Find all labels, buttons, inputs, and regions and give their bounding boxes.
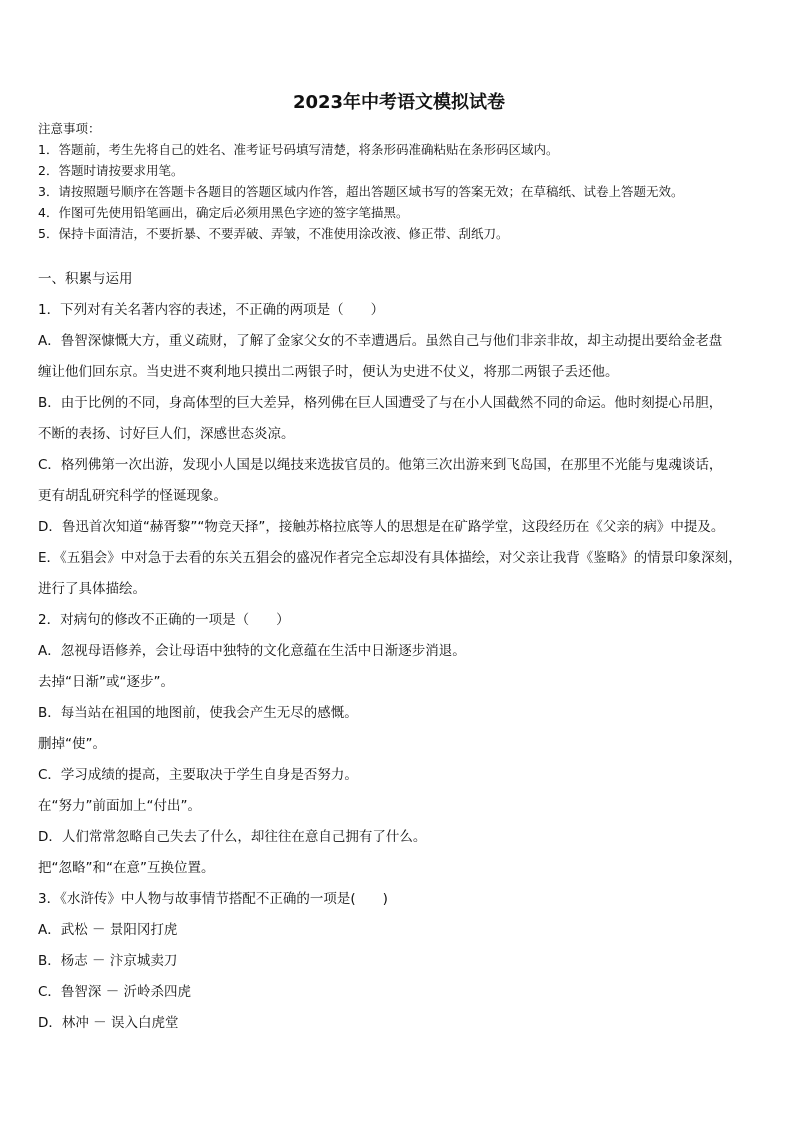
question-1-option-b-cont: 不断的表扬、讨好巨人们，深感世态炎凉。 (38, 426, 295, 442)
notice-item: 3．请按照题号顺序在答题卡各题目的答题区域内作答，超出答题区域书写的答案无效；在草稿纸、试卷上答题无效。 (38, 184, 684, 199)
question-2-stem: 2．对病句的修改不正确的一项是（ ） (38, 612, 290, 628)
notice-heading: 注意事项： (38, 121, 101, 136)
question-1-option-d: D．鲁迅首次知道“赫胥黎”“物竞天择”，接触苏格拉底等人的思想是在矿路学堂，这段经历在《父亲的病》中提及。 (38, 519, 725, 535)
question-3-stem: 3．《水浒传》中人物与故事情节搭配不正确的一项是( ) (38, 891, 388, 907)
question-2-option-b: B．每当站在祖国的地图前，使我会产生无尽的感慨。 (38, 705, 358, 721)
question-2-option-c-fix: 在“努力”前面加上“付出”。 (38, 798, 201, 814)
question-3-option-d: D．林冲 － 误入白虎堂 (38, 1015, 179, 1031)
question-1-option-b: B．由于比例的不同，身高体型的巨大差异，格列佛在巨人国遭受了与在小人国截然不同的命运。他时刻提心吊胆， (38, 395, 723, 411)
notice-item: 2．答题时请按要求用笔。 (38, 163, 184, 178)
question-1-option-c: C．格列佛第一次出游，发现小人国是以绳技来选拔官员的。他第三次出游来到飞岛国，在那里不光能与鬼魂谈话， (38, 457, 723, 473)
question-1-option-a: A．鲁智深慷慨大方，重义疏财，了解了金家父女的不幸遭遇后。虽然自己与他们非亲非故，却主动提出要给金老盘 (38, 333, 723, 349)
notice-item: 1．答题前，考生先将自己的姓名、准考证号码填写清楚，将条形码准确粘贴在条形码区域内。 (38, 142, 559, 157)
question-3-option-b: B．杨志 － 汴京城卖刀 (38, 953, 178, 969)
section-1 (38, 264, 760, 1039)
notice-block (38, 118, 760, 244)
question-2-option-d-fix: 把“忽略”和“在意”互换位置。 (38, 860, 215, 876)
question-3-option-c: C．鲁智深 － 沂岭杀四虎 (38, 984, 192, 1000)
question-2-option-a-fix: 去掉“日渐”或“逐步”。 (38, 674, 174, 690)
notice-item: 5．保持卡面清洁，不要折暴、不要弄破、弄皱，不准使用涂改液、修正带、刮纸刀。 (38, 226, 509, 241)
question-2-option-d: D．人们常常忽略自己失去了什么，却往往在意自己拥有了什么。 (38, 829, 427, 845)
section-heading: 一、积累与运用 (38, 271, 133, 287)
question-1-option-a-cont: 缠让他们回东京。当史进不爽利地只摸出二两银子时，便认为史进不仗义，将那二两银子丢还他。 (38, 364, 619, 380)
question-2-option-b-fix: 删掉“使”。 (38, 736, 106, 752)
page-title: 2023年中考语文模拟试卷 (292, 92, 506, 113)
notice-item: 4．作图可先使用铅笔画出，确定后必须用黑色字迹的签字笔描黑。 (38, 205, 409, 220)
question-1-option-c-cont: 更有胡乱研究科学的怪诞现象。 (38, 488, 227, 504)
question-3-option-a: A．武松 － 景阳冈打虎 (38, 922, 178, 938)
question-2-option-c: C．学习成绩的提高，主要取决于学生自身是否努力。 (38, 767, 358, 783)
question-1-stem: 1．下列对有关名著内容的表述，不正确的两项是（ ） (38, 302, 385, 318)
question-2-option-a: A．忽视母语修养，会让母语中独特的文化意蕴在生活中日渐逐步消退。 (38, 643, 466, 659)
question-1-option-e: E．《五猖会》中对急于去看的东关五猖会的盛况作者完全忘却没有具体描绘，对父亲让我背《鉴略》的情景印象深刻， (38, 550, 742, 566)
question-1-option-e-cont: 进行了具体描绘。 (38, 581, 146, 597)
